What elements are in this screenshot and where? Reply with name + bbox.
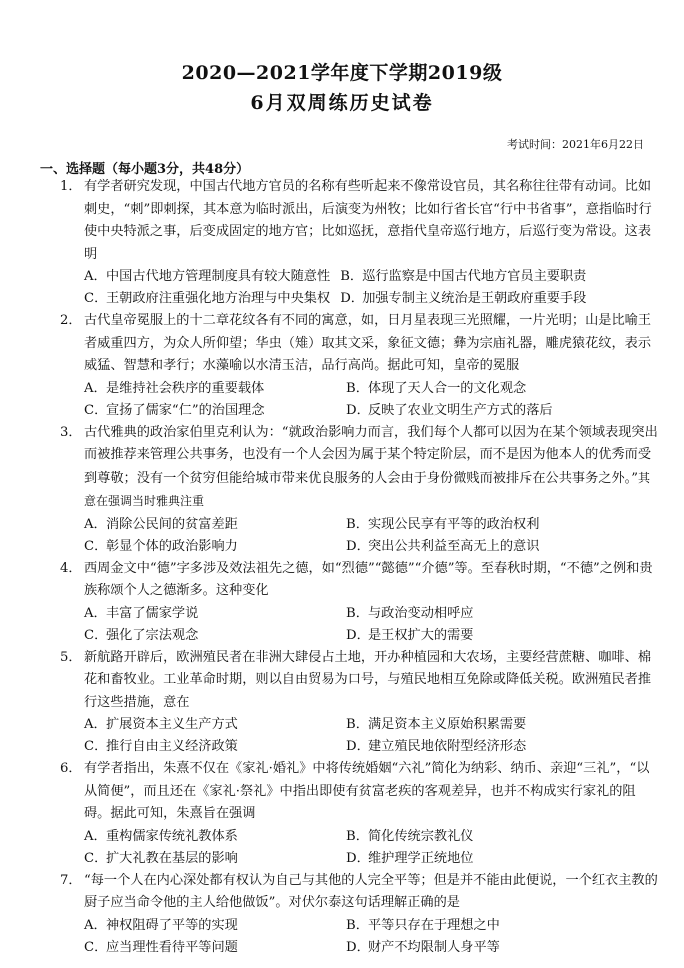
question-6 <box>60 758 660 870</box>
option-c[interactable]: C．彰显个体的政治影响力 <box>84 538 238 554</box>
question-number: 4． <box>60 560 82 576</box>
question-stem: 西周金文中“德”字多涉及效法祖先之德，如“烈德”“懿德”“介德”等。至春秋时期，“不德”之例和贵族称颂个人之德渐多。这种变化 <box>84 560 653 598</box>
exam-time: 考试时间：2021年6月22日 <box>507 138 644 151</box>
option-c[interactable]: C．应当理性看待平等问题 <box>84 939 238 955</box>
question-number: 3． <box>60 424 82 440</box>
exam-title-line1: 2020—2021学年度下学期2019级 <box>181 62 503 84</box>
question-stem-tail: 其意在强调当时雅典注重 <box>84 470 651 508</box>
question-stem: 有学者指出，朱熹不仅在《家礼·婚礼》中将传统婚姻“六礼”简化为纳彩、纳币、亲迎“三礼”，“以从简便”，而且还在《家礼·祭礼》中指出即使有贫富老疾的客观差异，也并不构成实行家礼的阻碍。据此可知，朱熹旨在强调 <box>84 761 650 821</box>
option-b[interactable]: B．体现了天人合一的文化观念 <box>346 380 527 396</box>
section-heading: 一、选择题（每小题3分，共48分） <box>40 162 250 177</box>
option-a[interactable]: A．消除公民间的贫富差距 <box>84 516 238 532</box>
exam-title-line2: 6月双周练历史试卷 <box>250 92 434 114</box>
option-c[interactable]: C．强化了宗法观念 <box>84 627 199 643</box>
question-2 <box>60 310 660 422</box>
question-number: 6． <box>60 761 82 776</box>
option-c[interactable]: C．扩大礼教在基层的影响 <box>84 850 238 866</box>
option-d[interactable]: D．是王权扩大的需要 <box>346 627 474 643</box>
option-a[interactable]: A．丰富了儒家学说 <box>84 605 199 621</box>
option-d[interactable]: D．加强专制主义统治是王朝政府重要手段 <box>340 291 587 306</box>
question-stem: 古代雅典的政治家伯里克利认为：“就政治影响力而言，我们每个人都可以因为在某个领域表现突出而被推荐来管理公共事务，也没有一个人会因为属于某个特定阶层，而不是因为他本人的优秀而受到尊敬；没有一个贫穷但能给城市带来优良服务的人会由于身份微贱而被排斥在公共事务之外。” <box>84 424 658 486</box>
question-4 <box>60 558 660 647</box>
option-d[interactable]: D．建立殖民地依附型经济形态 <box>346 739 527 754</box>
option-b[interactable]: B．与政治变动相呼应 <box>346 605 474 621</box>
question-stem: 有学者研究发现，中国古代地方官员的名称有些听起来不像常设官员，其名称往往带有动词。比如刺史，“刺”即刺探，其本意为临时派出，后演变为州牧；比如行省长官“行中书省事”，意指临时行使中央特派之事，后变成固定的地方官；比如巡抚，意指代皇帝巡行地方，后巡行变为常设。这表明 <box>84 179 652 262</box>
option-a[interactable]: A．是维持社会秩序的重要载体 <box>84 380 265 396</box>
option-b[interactable]: B．平等只存在于理想之中 <box>346 917 500 933</box>
option-c[interactable]: C．推行自由主义经济政策 <box>84 739 238 754</box>
question-stem: “每一个人在内心深处都有权认为自己与其他的人完全平等；但是并不能由此便说，一个红衣主教的厨子应当命令他的主人给他做饭”。对伏尔泰这句话理解正确的是 <box>84 872 658 910</box>
question-1 <box>60 176 660 310</box>
question-7 <box>60 870 660 959</box>
question-stem: 新航路开辟后，欧洲殖民者在非洲大肆侵占土地，开办种植园和大农场，主要经营蔗糖、咖啡、棉花和畜牧业。工业革命时期，则以自由贸易为口号，与殖民地相互免除或降低关税。欧洲殖民者推行这些措施，意在 <box>84 649 652 710</box>
option-b[interactable]: B．巡行监察是中国古代地方官员主要职责 <box>340 269 587 284</box>
option-d[interactable]: D．突出公共利益至高无上的意识 <box>346 538 540 554</box>
question-number: 1． <box>60 179 82 194</box>
option-c[interactable]: C．王朝政府注重强化地方治理与中央集权 <box>84 291 331 306</box>
question-list <box>60 176 660 959</box>
option-d[interactable]: D．反映了农业文明生产方式的落后 <box>346 402 553 418</box>
question-number: 2． <box>60 313 82 328</box>
option-b[interactable]: B．实现公民享有平等的政治权利 <box>346 516 540 532</box>
option-a[interactable]: A．扩展资本主义生产方式 <box>84 717 238 732</box>
option-a[interactable]: A．神权阻碍了平等的实现 <box>84 917 238 933</box>
question-3 <box>60 422 660 558</box>
option-b[interactable]: B．满足资本主义原始积累需要 <box>346 717 527 732</box>
option-d[interactable]: D．财产不均限制人身平等 <box>346 939 500 955</box>
question-stem: 古代皇帝冕服上的十二章花纹各有不同的寓意，如，日月星表现三光照耀，一片光明；山是比喻王者威重四方，为众人所仰望；华虫（雉）取其文采，象征文德；彝为宗庙礼器，雕虎猿花纹，表示威猛、智慧和孝行；水藻喻以水清玉洁，品行高尚。据此可知，皇帝的冕服 <box>84 313 652 373</box>
option-a[interactable]: A．中国古代地方管理制度具有较大随意性 <box>84 269 331 284</box>
question-number: 5． <box>60 649 82 665</box>
option-a[interactable]: A．重构儒家传统礼教体系 <box>84 828 238 844</box>
question-number: 7． <box>60 872 82 888</box>
option-d[interactable]: D．维护理学正统地位 <box>346 850 474 866</box>
option-b[interactable]: B．简化传统宗教礼仪 <box>346 828 474 844</box>
option-c[interactable]: C．宣扬了儒家“仁”的治国理念 <box>84 402 265 418</box>
question-5 <box>60 647 660 759</box>
